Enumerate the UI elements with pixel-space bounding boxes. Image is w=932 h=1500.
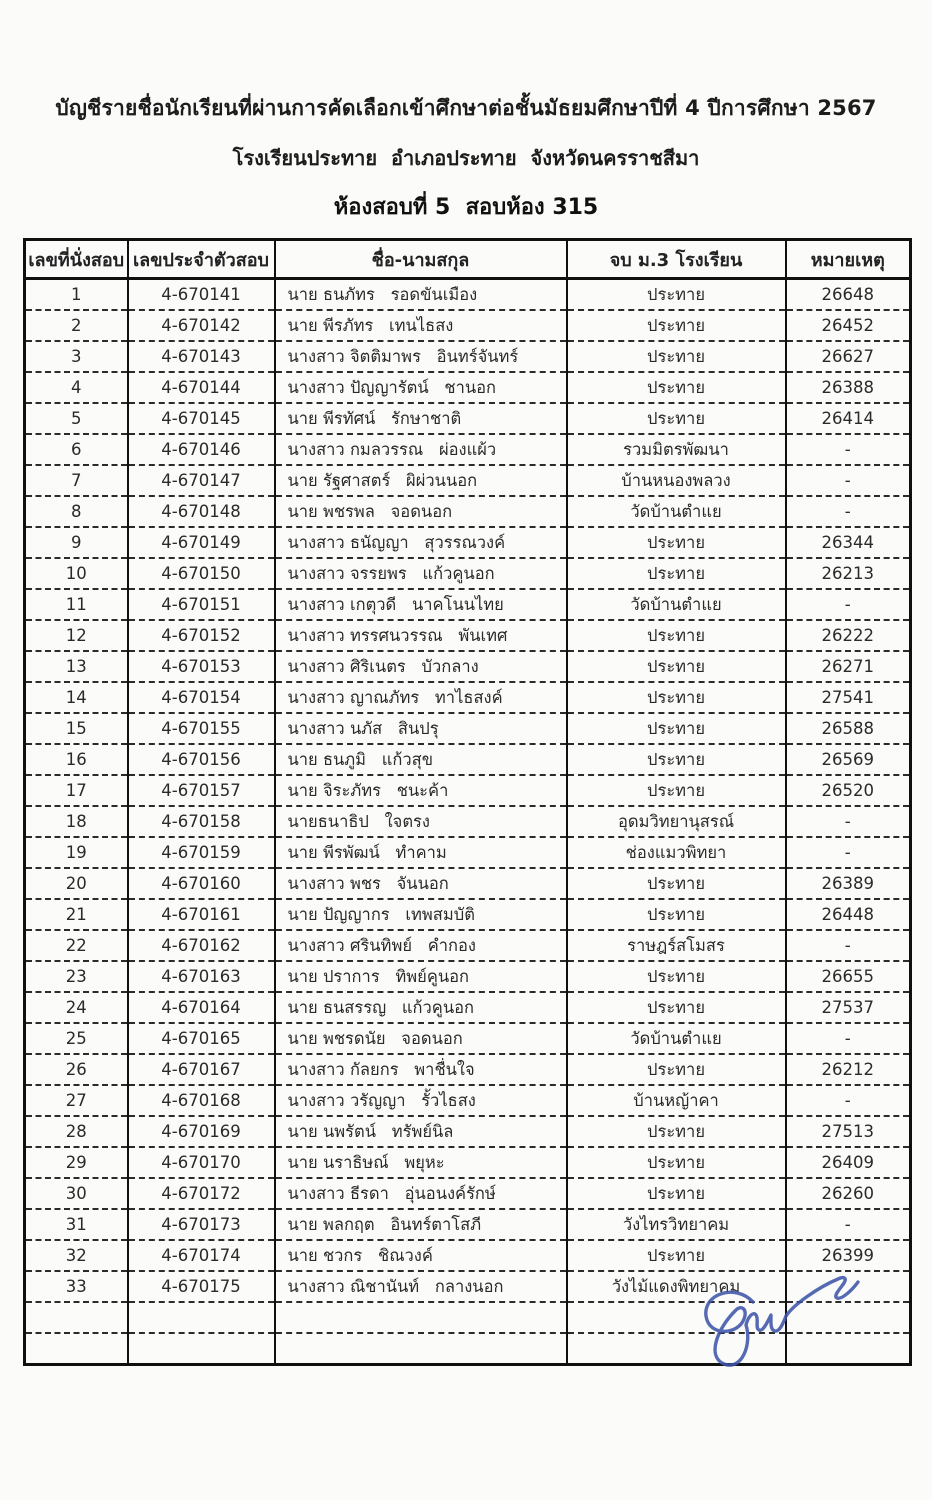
cell-school: ประทาย — [567, 1240, 786, 1271]
cell-seat-number: 23 — [25, 961, 128, 992]
cell-school: อุดมวิทยานุสรณ์ — [567, 806, 786, 837]
table-row — [25, 961, 911, 992]
cell-remark: 26655 — [786, 961, 911, 992]
cell-exam-id: 4-670172 — [128, 1178, 275, 1209]
cell-exam-id: 4-670173 — [128, 1209, 275, 1240]
cell-remark: - — [786, 806, 911, 837]
cell-remark: 26452 — [786, 310, 911, 341]
cell-remark: 26448 — [786, 899, 911, 930]
cell-school: ประทาย — [567, 1116, 786, 1147]
cell-exam-id: 4-670145 — [128, 403, 275, 434]
cell-exam-id: 4-670167 — [128, 1054, 275, 1085]
cell-exam-id: 4-670142 — [128, 310, 275, 341]
table-row — [25, 620, 911, 651]
cell-full-name: นาย พีรทัศน์ รักษาชาติ — [275, 403, 567, 434]
cell-school: ประทาย — [567, 341, 786, 372]
cell-exam-id: 4-670150 — [128, 558, 275, 589]
cell-school: วังไม้แดงพิทยาคม — [567, 1271, 786, 1302]
cell-school: ประทาย — [567, 651, 786, 682]
cell-remark: 26212 — [786, 1054, 911, 1085]
cell-exam-id: 4-670144 — [128, 372, 275, 403]
cell-full-name: นาย ชวกร ชิณวงค์ — [275, 1240, 567, 1271]
cell-exam-id — [128, 1302, 275, 1333]
cell-full-name: นางสาว กมลวรรณ ผ่องแผ้ว — [275, 434, 567, 465]
cell-full-name: นางสาว ปัญญารัตน์ ชานอก — [275, 372, 567, 403]
table-row — [25, 837, 911, 868]
cell-remark: 26409 — [786, 1147, 911, 1178]
cell-full-name: นางสาว ศรินทิพย์ คำกอง — [275, 930, 567, 961]
cell-full-name — [275, 1333, 567, 1365]
cell-remark: - — [786, 434, 911, 465]
cell-remark: 26388 — [786, 372, 911, 403]
cell-exam-id: 4-670168 — [128, 1085, 275, 1116]
cell-school: ประทาย — [567, 310, 786, 341]
cell-seat-number: 7 — [25, 465, 128, 496]
table-row — [25, 403, 911, 434]
cell-remark: 26627 — [786, 341, 911, 372]
cell-full-name: นาย ปราการ ทิพย์คูนอก — [275, 961, 567, 992]
cell-school: ประทาย — [567, 868, 786, 899]
cell-exam-id: 4-670160 — [128, 868, 275, 899]
cell-seat-number: 13 — [25, 651, 128, 682]
cell-exam-id — [128, 1333, 275, 1365]
student-roster-table — [23, 238, 912, 1366]
cell-seat-number: 29 — [25, 1147, 128, 1178]
table-row — [25, 589, 911, 620]
cell-seat-number: 21 — [25, 899, 128, 930]
cell-seat-number: 26 — [25, 1054, 128, 1085]
cell-seat-number: 18 — [25, 806, 128, 837]
cell-school: วัดบ้านตำแย — [567, 1023, 786, 1054]
cell-full-name: นาย นพรัตน์ ทรัพย์นิล — [275, 1116, 567, 1147]
cell-seat-number: 6 — [25, 434, 128, 465]
table-row — [25, 744, 911, 775]
col-header-remark: หมายเหตุ — [786, 240, 911, 279]
cell-exam-id: 4-670164 — [128, 992, 275, 1023]
table-row — [25, 1271, 911, 1302]
table-row — [25, 434, 911, 465]
cell-seat-number: 31 — [25, 1209, 128, 1240]
table-row — [25, 310, 911, 341]
cell-seat-number: 3 — [25, 341, 128, 372]
cell-remark: 27541 — [786, 682, 911, 713]
cell-remark: 26213 — [786, 558, 911, 589]
cell-full-name: นาย พชรดนัย จอดนอก — [275, 1023, 567, 1054]
table-row — [25, 713, 911, 744]
table-row — [25, 930, 911, 961]
cell-full-name: นาย ธนภูมิ แก้วสุข — [275, 744, 567, 775]
cell-exam-id: 4-670148 — [128, 496, 275, 527]
cell-full-name: นางสาว ศิริเนตร บัวกลาง — [275, 651, 567, 682]
cell-exam-id: 4-670149 — [128, 527, 275, 558]
cell-full-name: นาย พีรพัฒน์ ทำคาม — [275, 837, 567, 868]
cell-full-name: นางสาว ธีรดา อุ่นอนงค์รักษ์ — [275, 1178, 567, 1209]
cell-exam-id: 4-670152 — [128, 620, 275, 651]
cell-remark: 26260 — [786, 1178, 911, 1209]
cell-full-name: นางสาว ณิชานันท์ กลางนอก — [275, 1271, 567, 1302]
cell-full-name: นางสาว พชร จันนอก — [275, 868, 567, 899]
cell-remark: 26648 — [786, 279, 911, 311]
cell-remark: - — [786, 1085, 911, 1116]
cell-school: ช่องแมวพิทยา — [567, 837, 786, 868]
table-row — [25, 341, 911, 372]
table-row — [25, 806, 911, 837]
cell-remark: 26344 — [786, 527, 911, 558]
table-header-row — [25, 240, 911, 279]
table-row — [25, 1054, 911, 1085]
table-row — [25, 1178, 911, 1209]
cell-remark: 26520 — [786, 775, 911, 806]
cell-remark: 27513 — [786, 1116, 911, 1147]
cell-remark: - — [786, 837, 911, 868]
cell-seat-number: 8 — [25, 496, 128, 527]
cell-school: ประทาย — [567, 1147, 786, 1178]
exam-room-heading: ห้องสอบที่ 5 สอบห้อง 315 — [333, 195, 599, 220]
cell-seat-number — [25, 1333, 128, 1365]
cell-seat-number: 30 — [25, 1178, 128, 1209]
cell-exam-id: 4-670159 — [128, 837, 275, 868]
cell-full-name: นาย รัฐศาสตร์ ผิผ่วนนอก — [275, 465, 567, 496]
cell-exam-id: 4-670163 — [128, 961, 275, 992]
cell-remark: - — [786, 930, 911, 961]
cell-exam-id: 4-670161 — [128, 899, 275, 930]
cell-seat-number: 24 — [25, 992, 128, 1023]
table-row — [25, 868, 911, 899]
table-row — [25, 899, 911, 930]
cell-exam-id: 4-670151 — [128, 589, 275, 620]
cell-school: ประทาย — [567, 558, 786, 589]
col-header-exam-id: เลขประจำตัวสอบ — [128, 240, 275, 279]
cell-school: รวมมิตรพัฒนา — [567, 434, 786, 465]
cell-school: วัดบ้านตำแย — [567, 496, 786, 527]
cell-seat-number: 14 — [25, 682, 128, 713]
cell-full-name: นาย พชรพล จอดนอก — [275, 496, 567, 527]
table-row — [25, 1147, 911, 1178]
cell-school: ประทาย — [567, 403, 786, 434]
cell-full-name: นางสาว ญาณภัทร ทาไธสงค์ — [275, 682, 567, 713]
cell-seat-number: 9 — [25, 527, 128, 558]
cell-full-name — [275, 1302, 567, 1333]
cell-full-name: นางสาว วรัญญา รั้วไธสง — [275, 1085, 567, 1116]
cell-school: ประทาย — [567, 899, 786, 930]
cell-remark: 26569 — [786, 744, 911, 775]
cell-school: ประทาย — [567, 682, 786, 713]
cell-remark — [786, 1271, 911, 1302]
cell-full-name: นายธนาธิป ใจตรง — [275, 806, 567, 837]
cell-exam-id: 4-670147 — [128, 465, 275, 496]
cell-school: ประทาย — [567, 744, 786, 775]
cell-remark: 27537 — [786, 992, 911, 1023]
cell-remark: 26588 — [786, 713, 911, 744]
cell-school: ประทาย — [567, 1054, 786, 1085]
cell-exam-id: 4-670170 — [128, 1147, 275, 1178]
cell-seat-number: 16 — [25, 744, 128, 775]
table-row — [25, 527, 911, 558]
cell-full-name: นาย ธนภัทร รอดขันเมือง — [275, 279, 567, 311]
cell-exam-id: 4-670157 — [128, 775, 275, 806]
table-row — [25, 558, 911, 589]
cell-full-name: นางสาว จิตติมาพร อินทร์จันทร์ — [275, 341, 567, 372]
cell-exam-id: 4-670154 — [128, 682, 275, 713]
cell-remark: - — [786, 589, 911, 620]
table-row — [25, 1209, 911, 1240]
cell-school: ประทาย — [567, 961, 786, 992]
cell-school: ประทาย — [567, 1178, 786, 1209]
cell-seat-number: 28 — [25, 1116, 128, 1147]
cell-remark: - — [786, 465, 911, 496]
page-title: บัญชีรายชื่อนักเรียนที่ผ่านการคัดเลือกเข้าศึกษาต่อชั้นมัธยมศึกษาปีที่ 4 ปีการศึกษา 2567 — [55, 96, 877, 120]
cell-seat-number: 19 — [25, 837, 128, 868]
cell-full-name: นางสาว ธนัญญา สุวรรณวงค์ — [275, 527, 567, 558]
empty-table-row — [25, 1333, 911, 1365]
cell-full-name: นาย ธนสรรญ แก้วคูนอก — [275, 992, 567, 1023]
cell-exam-id: 4-670156 — [128, 744, 275, 775]
cell-full-name: นางสาว นภัส สินปรุ — [275, 713, 567, 744]
cell-seat-number: 11 — [25, 589, 128, 620]
cell-full-name: นางสาว จรรยพร แก้วคูนอก — [275, 558, 567, 589]
cell-seat-number: 20 — [25, 868, 128, 899]
cell-seat-number: 1 — [25, 279, 128, 311]
cell-seat-number: 17 — [25, 775, 128, 806]
col-header-full-name: ชื่อ-นามสกุล — [275, 240, 567, 279]
cell-seat-number: 2 — [25, 310, 128, 341]
cell-school: ประทาย — [567, 372, 786, 403]
cell-remark: - — [786, 496, 911, 527]
cell-school: ประทาย — [567, 279, 786, 311]
cell-remark: 26222 — [786, 620, 911, 651]
cell-remark: 26389 — [786, 868, 911, 899]
cell-exam-id: 4-670141 — [128, 279, 275, 311]
cell-exam-id: 4-670175 — [128, 1271, 275, 1302]
cell-remark — [786, 1333, 911, 1365]
cell-full-name: นางสาว ทรรศนวรรณ พันเทศ — [275, 620, 567, 651]
cell-remark: 26271 — [786, 651, 911, 682]
cell-school: บ้านหนองพลวง — [567, 465, 786, 496]
cell-remark — [786, 1302, 911, 1333]
table-row — [25, 1023, 911, 1054]
cell-seat-number: 12 — [25, 620, 128, 651]
cell-exam-id: 4-670153 — [128, 651, 275, 682]
cell-seat-number: 5 — [25, 403, 128, 434]
cell-school: ประทาย — [567, 713, 786, 744]
cell-seat-number — [25, 1302, 128, 1333]
table-row — [25, 279, 911, 311]
cell-remark: 26414 — [786, 403, 911, 434]
table-row — [25, 775, 911, 806]
cell-full-name: นางสาว เกตุวดี นาคโนนไทย — [275, 589, 567, 620]
cell-school: ประทาย — [567, 527, 786, 558]
cell-school: วัดบ้านตำแย — [567, 589, 786, 620]
cell-seat-number: 25 — [25, 1023, 128, 1054]
cell-exam-id: 4-670165 — [128, 1023, 275, 1054]
cell-school: บ้านหญ้าคา — [567, 1085, 786, 1116]
cell-full-name: นาย ปัญญากร เทพสมบัติ — [275, 899, 567, 930]
col-header-school: จบ ม.3 โรงเรียน — [567, 240, 786, 279]
table-row — [25, 1085, 911, 1116]
cell-full-name: นาย นราธิษณ์ พยุหะ — [275, 1147, 567, 1178]
cell-school — [567, 1302, 786, 1333]
cell-exam-id: 4-670169 — [128, 1116, 275, 1147]
table-row — [25, 992, 911, 1023]
cell-school: ราษฎร์สโมสร — [567, 930, 786, 961]
cell-school: ประทาย — [567, 620, 786, 651]
cell-remark: - — [786, 1209, 911, 1240]
school-subtitle: โรงเรียนประทาย อำเภอประทาย จังหวัดนครราชสีมา — [232, 146, 700, 170]
table-row — [25, 682, 911, 713]
cell-full-name: นางสาว กัลยกร พาชื่นใจ — [275, 1054, 567, 1085]
table-row — [25, 465, 911, 496]
table-row — [25, 651, 911, 682]
cell-seat-number: 15 — [25, 713, 128, 744]
cell-seat-number: 27 — [25, 1085, 128, 1116]
cell-seat-number: 32 — [25, 1240, 128, 1271]
cell-remark: 26399 — [786, 1240, 911, 1271]
col-header-seat-number: เลขที่นั่งสอบ — [25, 240, 128, 279]
cell-seat-number: 33 — [25, 1271, 128, 1302]
cell-exam-id: 4-670162 — [128, 930, 275, 961]
cell-full-name: นาย จิระภัทร ชนะค้า — [275, 775, 567, 806]
table-row — [25, 1240, 911, 1271]
cell-full-name: นาย พลกฤต อินทร์ตาโสภี — [275, 1209, 567, 1240]
cell-remark: - — [786, 1023, 911, 1054]
cell-seat-number: 10 — [25, 558, 128, 589]
cell-school: ประทาย — [567, 992, 786, 1023]
table-row — [25, 496, 911, 527]
table-row — [25, 1116, 911, 1147]
cell-seat-number: 22 — [25, 930, 128, 961]
cell-exam-id: 4-670146 — [128, 434, 275, 465]
cell-exam-id: 4-670143 — [128, 341, 275, 372]
cell-exam-id: 4-670155 — [128, 713, 275, 744]
cell-exam-id: 4-670158 — [128, 806, 275, 837]
cell-exam-id: 4-670174 — [128, 1240, 275, 1271]
cell-school: ประทาย — [567, 775, 786, 806]
table-row — [25, 372, 911, 403]
cell-full-name: นาย พีรภัทร เทนไธสง — [275, 310, 567, 341]
cell-school — [567, 1333, 786, 1365]
cell-seat-number: 4 — [25, 372, 128, 403]
empty-table-row — [25, 1302, 911, 1333]
cell-school: วังไทรวิทยาคม — [567, 1209, 786, 1240]
